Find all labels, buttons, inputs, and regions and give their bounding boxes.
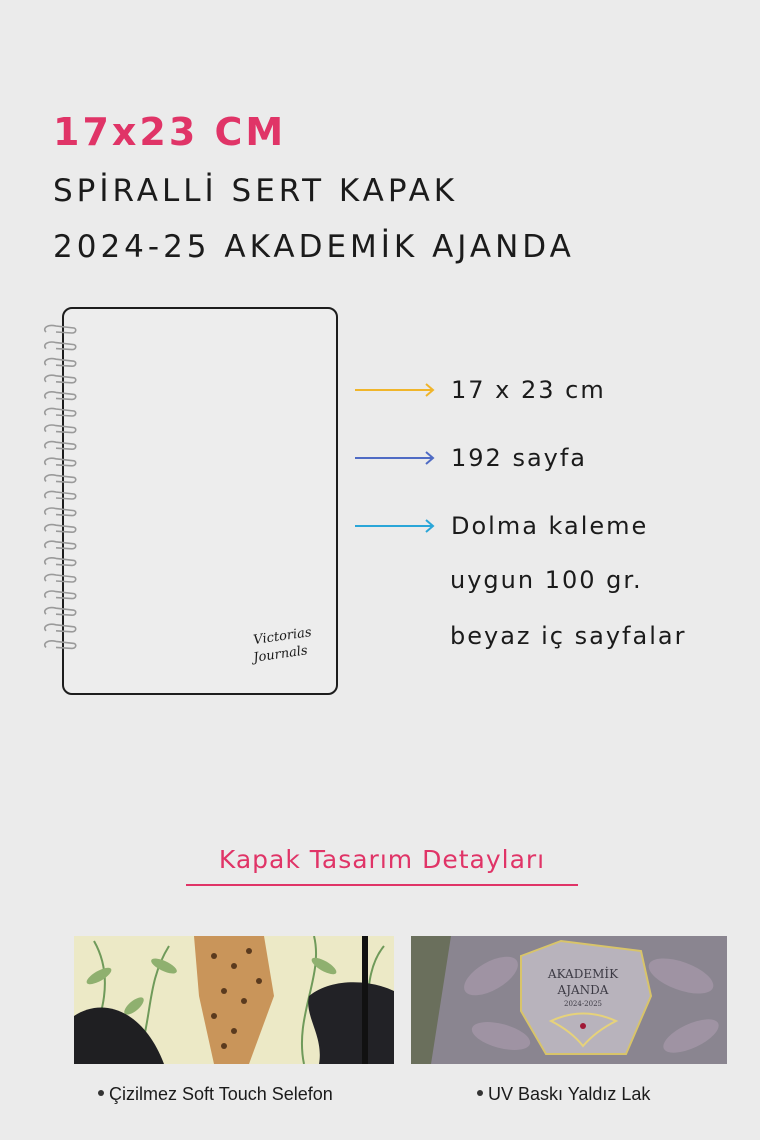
spiral-coil: [45, 458, 76, 466]
spec-text: 17 x 23 cm: [451, 376, 606, 404]
spiral-coil: [45, 475, 76, 483]
spiral-coil: [45, 325, 76, 333]
brand-logo: [248, 620, 318, 670]
spiral-coil: [45, 608, 76, 616]
arrow-right-icon: [355, 451, 437, 465]
spiral-coil: [45, 425, 76, 433]
feature-caption: [477, 1084, 650, 1105]
spiral-coil: [45, 591, 76, 599]
section-title: Kapak Tasarım Detayları: [218, 845, 546, 874]
spiral-coil: [45, 392, 76, 400]
spiral-coil: [45, 442, 76, 450]
svg-text:AKADEMİK: AKADEMİK: [547, 967, 619, 981]
spec-text: 192 sayfa: [451, 444, 588, 472]
feature-caption-text: Çizilmez Soft Touch Selefon: [109, 1084, 333, 1104]
svg-text:2024-2025: 2024-2025: [564, 1000, 602, 1008]
spiral-coil: [45, 375, 76, 383]
uv-gilded-cover-image: [411, 936, 727, 1064]
spec-row-paper: [355, 506, 648, 546]
svg-text:AJANDA: AJANDA: [557, 983, 609, 997]
soft-touch-cover-image: [74, 936, 394, 1064]
feature-caption-text: UV Baskı Yaldız Lak: [488, 1084, 651, 1104]
spec-row-pages: [355, 438, 587, 478]
bullet-icon: [98, 1090, 104, 1096]
spec-text: Dolma kaleme: [451, 512, 649, 540]
spec-text-continued: uygun 100 gr.: [450, 566, 643, 594]
spiral-coil: [45, 359, 76, 367]
size-title: 17x23 CM: [53, 110, 287, 154]
spiral-coil: [45, 641, 76, 649]
spiral-coil: [45, 408, 76, 416]
spiral-coil: [45, 574, 76, 582]
spiral-coil: [45, 342, 76, 350]
spiral-coil: [45, 541, 76, 549]
product-title-line1: SPİRALLİ SERT KAPAK: [53, 173, 459, 209]
spiral-coil: [45, 624, 76, 632]
feature-caption: [98, 1084, 333, 1105]
svg-text:Journals: Journals: [252, 643, 309, 666]
spec-text-continued: beyaz iç sayfalar: [450, 622, 687, 650]
spiral-coil: [45, 491, 76, 499]
product-title-line2: 2024-25 AKADEMİK AJANDA: [53, 229, 575, 265]
svg-text:Victorias: Victorias: [252, 625, 313, 649]
bullet-icon: [477, 1090, 483, 1096]
spiral-coil: [45, 558, 76, 566]
arrow-right-icon: [355, 519, 437, 533]
section-underline: [186, 884, 578, 886]
spiral-coil: [45, 525, 76, 533]
spiral-coil: [45, 508, 76, 516]
arrow-right-icon: [355, 383, 437, 397]
spiral-binding-icon: [40, 322, 80, 662]
spec-row-size: [355, 370, 606, 410]
